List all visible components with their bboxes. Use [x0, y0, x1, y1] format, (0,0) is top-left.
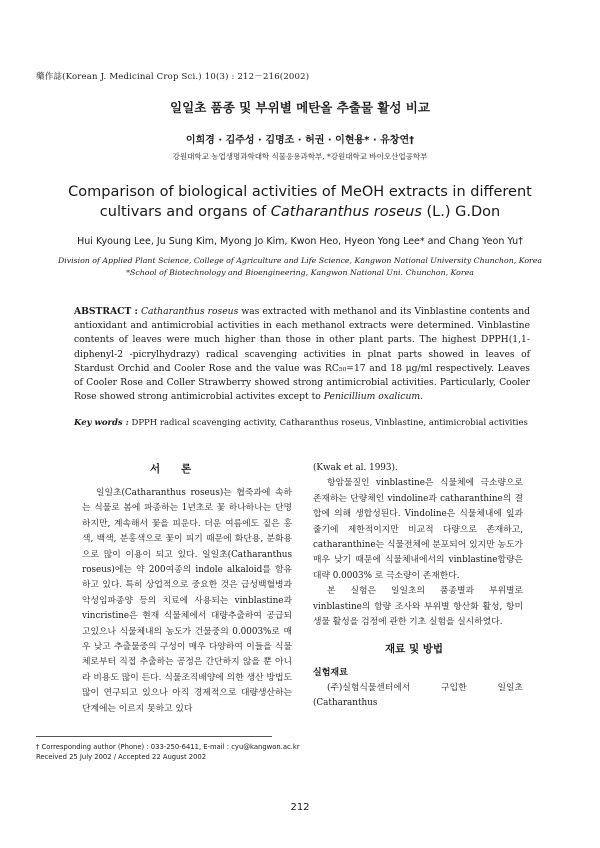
journal-citation: 藥作誌(Korean J. Medicinal Crop Sci.) 10(3) : 212－216(2002) — [36, 72, 310, 82]
authors-english: Hui Kyoung Lee, Ju Sung Kim, Myong Jo Kim, Kwon Heo, Hyeon Yong Lee* and Chang Yeon Yu† — [77, 236, 523, 247]
keywords: Key words : DPPH radical scavenging activity, Catharanthus roseus, Vinblastine, antimicrobial activities — [74, 418, 528, 428]
title-korean: 일일초 품종 및 부위별 메탄올 추출물 활성 비교 — [170, 100, 430, 115]
footnote-rule — [36, 736, 272, 737]
affiliation-korean: 강원대학교 농업생명과학대학 식물응용과학부, *강원대학교 바이오산업공학부 — [172, 152, 428, 161]
right-column-body — [313, 461, 523, 630]
abstract: ABSTRACT : Catharanthus roseus was extracted with methanol and its Vinblastine contents and antioxidant and antimicrobial activities in each methanol extracts were determined. Vinblastine contents of leaves were much higher than those in other plant parts. The highest DPPH(1,1-diphenyl-2 -picrylhydrazy) radical scavenging activities in plnat parts showed in leaves of Stardust Orchid and Cooler Rose and the value was RC₅₀=17 and 18 μg/ml respectively. Leaves of Cooler Rose and Coller Strawberry showed strong antimicrobial activities. Particularly, Cooler Rose showed strong antimicrobial activites except to Penicillium oxalicum. — [74, 306, 531, 403]
title-english-line1: Comparison of biological activities of MeOH extracts in different — [68, 184, 532, 200]
title-english — [0, 182, 600, 222]
intro-body: 일일초(Catharanthus roseus)는 협죽과에 속하는 식물로 봄에 파종하는 1년초로 꽃 하나하나는 단명 하지만, 계속해서 꽃을 피운다. 더운 여름에도 짙은 홍색, 백색, 분홍색으로 꽃이 피기 때문에 화단용, 분화용으로 많이 이용이 되고 있다. 일일초(Catharanthus roseus)에는 약 200여종의 indole alkaloid를 함유하고 있다. 특히 상업적으로 중요한 것은 급성백혈병과 악성임파종양 등의 치료에 사용되는 vinblastine과 vincristine은 현재 식물체에서 대량추출하여 공급되고있으나 식물체내의 농도가 건물중의 0.0003%로 매우 낮고 추출물중의 구성이 매우 다양하여 이들을 식물체로부터 직접 추출하는 공정은 간단하지 않을 뿐 아니라 비용도 많이 든다. 식물조직배양에 의한 생산 방법도 많이 연구되고 있으나 아직 경제적으로 대량생산하는 단계에는 이르지 못하고 있다 — [82, 488, 292, 714]
paragraph-vinblastine: 항암물질인 vinblastine은 식물체에 극소량으로 존재하는 단량체인 vindoline과 catharanthine의 결합에 의해 생합성된다. Vindoline은 식물체내에 잎과 줄기에 제한적이지만 비교적 다량으로 존재하고, catharanthine는 식물전체에 분포되어 있지만 농도가 매우 낮기 때문에 식물체내에서의 vinblastine함량은 대략 0.0003% 로 극소량이 존재한다. — [313, 478, 523, 581]
abstract-label: ABSTRACT : — [74, 306, 138, 317]
citation-text: (Kwak et al. 1993). — [313, 463, 398, 473]
title-english-line2: cultivars and organs of Catharanthus roseus (L.) G.Don — [99, 204, 501, 220]
materials-text: (주)실험식물센터에서 구입한 일일초(Catharanthus — [313, 683, 523, 709]
section-heading-methods: 재료 및 방법 — [385, 643, 444, 655]
affiliation-english: Division of Applied Plant Science, College of Agriculture and Life Science, Kangwon National University Chunchon, Korea *School of Biotechnology and Bioengineering, Kangwon National Uni. Chunchon, Korea — [57, 256, 543, 277]
footnote: † Corresponding author (Phone) : 033-250-6411, E-mail : cyu@kangwon.ac.kr Received 25 July 2002 / Accepted 22 August 2002 — [36, 743, 300, 761]
keywords-label: Key words : — [74, 418, 129, 428]
subheading-materials: 실험재료 — [313, 668, 348, 678]
paragraph-objective: 본 실험은 일일초의 품종별과 부위별로 vinblastine의 함량 조사와 부위별 항산화 활성, 항미생물 활성을 검정에 관한 기초 실험을 실시하였다. — [313, 586, 523, 628]
authors-korean: 이희경 · 김주성 · 김명조 · 허권 · 이현용* · 유창연† — [185, 135, 415, 146]
section-heading-intro: 서 론 — [150, 463, 192, 475]
page-number: 212 — [290, 802, 310, 813]
